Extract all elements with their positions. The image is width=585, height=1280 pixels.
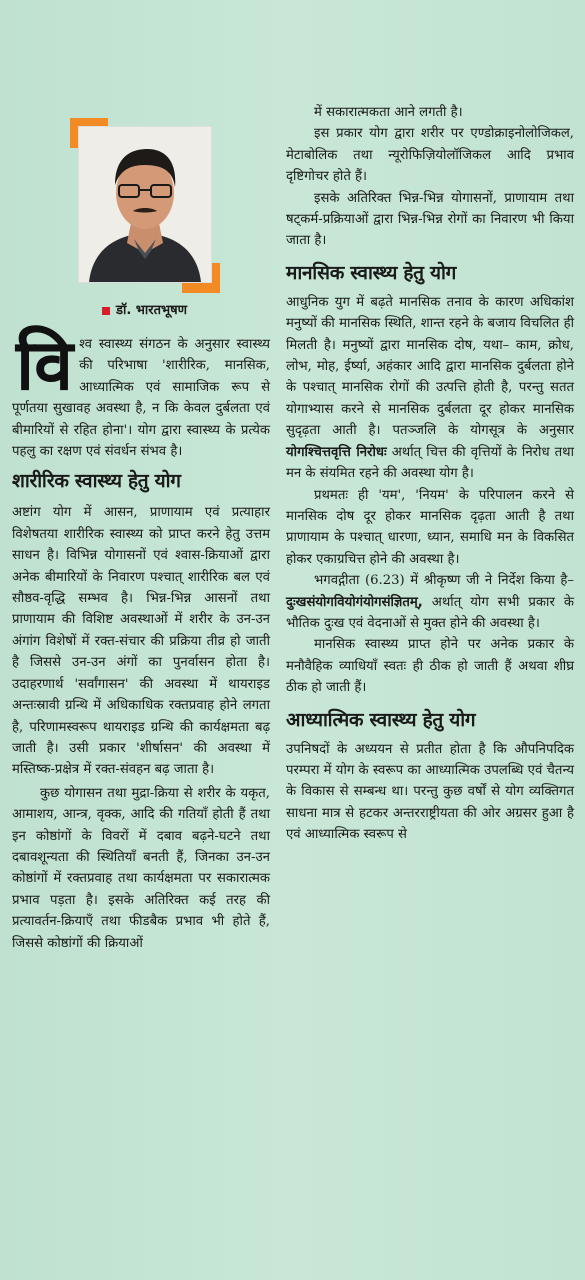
byline-text: डॉ. भारतभूषण — [116, 303, 188, 318]
paragraph-mental-2: प्रथमतः ही 'यम', 'नियम' के परिपालन करने से मानसिक दोष दूर होकर मानसिक दृढ़ता आती है तथा प्राणायाम के पश्चात् धारणा, ध्यान, समाधि मन के विकसित होकर एकाग्रचित्त होने की अवस्था है। — [286, 487, 574, 567]
heading-spiritual-health: आध्यात्मिक स्वास्थ्य हेतु योग — [286, 708, 476, 731]
left-column — [12, 324, 270, 954]
paragraph-gita — [286, 570, 574, 634]
intro-paragraph — [12, 324, 270, 462]
gita-text-a: भगवद्गीता (6.23) में श्रीकृष्ण जी ने निर्देश किया है– — [314, 573, 574, 589]
author-photo — [78, 126, 212, 283]
paragraph-physical-1: अष्टांग योग में आसन, प्राणायाम एवं प्रत्याहार विशेषतया शारीरिक स्वास्थ्य को प्राप्त करने हेतु उत्तम साधन है। विभिन्न योगासनों एवं श्वास-क्रियाओं द्वारा अनेक बीमारियों के निवारण पश्चात् शारीरिक बल एवं सौष्ठव-वृद्धि सम्भव है। भिन्न-भिन्न आसनों तथा प्राणायाम की विशिष्ट अवस्थाओं में शरीर के उन-उन अंगांग विशेषों में रक्त-संचार की प्रक्रिया तीव्र हो जाती है जिससे उन-उन अंगों का पुनर्वासन होता है। उदाहरणार्थ 'सर्वांगासन' की अवस्था में थायराइड अन्तःस्रावी ग्रन्थि में अधिकाधिक रक्तप्रवाह होने लगता है, परिणामस्वरूप थायराइड ग्रन्थि की कार्यक्षमता बढ़ जाती है। उसी प्रकार 'शीर्षासन' की अवस्था में मस्तिष्क-प्रक्षेत्र में रक्त-संवहन बढ़ जाता है। — [12, 505, 270, 778]
author-portrait-image — [79, 127, 211, 282]
drop-cap: वि — [16, 324, 74, 406]
paragraph-diseases: इसके अतिरिक्त भिन्न-भिन्न योगासनों, प्राणायाम तथा षट्कर्म-प्रक्रियाओं द्वारा भिन्न-भिन्न रोगों का निवारण भी किया जाता है। — [286, 190, 574, 249]
paragraph-spiritual: उपनिषदों के अध्ययन से प्रतीत होता है कि औपनिपदिक परम्परा में योग के स्वरूप का आध्यात्मिक उपलब्धि एवं चैतन्य के विकास से सम्बन्ध था। परन्तु कुछ वर्षों से योग व्यक्तिगत साधना मात्र से हटकर अन्तरराष्ट्रीयता की ओर अग्रसर हुआ है एवं आध्यात्मिक स्वरूप से — [286, 741, 574, 843]
paragraph-mental-3: मानसिक स्वास्थ्य प्राप्त होने पर अनेक प्रकार के मनौवैहिक व्याधियाँ स्वतः ही ठीक हो जाती हैं अथवा शीघ्र ठीक हो जाती हैं। — [286, 637, 574, 696]
gita-quote: दुःखसंयोगवियोगंयोगसंज्ञितम्, — [286, 594, 423, 610]
heading-mental-health: मानसिक स्वास्थ्य हेतु योग — [286, 261, 457, 284]
author-photo-frame — [70, 118, 220, 293]
right-column — [286, 102, 574, 846]
gita-text-b: अर्थात् योग सभी प्रकार के भौतिक दुःख एवं वेदनाओं से मुक्त होने की अवस्था है। — [286, 594, 574, 631]
intro-text: श्व स्वास्थ्य संगठन के अनुसार स्वास्थ्य की परिभाषा 'शारीरिक, मानसिक, आध्यात्मिक एवं सामाजिक रूप से पूर्णतया सुखावह अवस्था है, न कि केवल दुर्बलता एवं बीमारियों से रहित होना'। योग द्वारा स्वास्थ्य के प्रत्येक पहलु का रक्षण एवं संवर्धन संभव है। — [12, 337, 270, 460]
mental-text-b: अर्थात् चित्त की वृत्तियों के निरोध तथा मन के संयमित रहने की अवस्था योग है। — [286, 444, 574, 482]
paragraph-mental-1 — [286, 292, 574, 485]
mental-text-a: आधुनिक युग में बढ़ते मानसिक तनाव के कारण अधिकांश मनुष्यों की मानसिक स्थिति, शान्त रहने के बजाय विचलित ही मिलती है। मनुष्यों द्वारा मानसिक दोष, यथा– काम, क्रोध, लोभ, मोह, ईर्ष्या, अहंकार आदि द्वारा मानसिक दुर्बलता होने के पश्चात् मानसिक रोगों की उत्पत्ति होती है, परन्तु सतत योगाभ्यास करने से मानसिक दुर्बलता दूर होकर मानसिक सुदृढ़ता आती है। पतञ्जलि के योगसूत्र के अनुसार — [286, 294, 574, 439]
paragraph-effects: इस प्रकार योग द्वारा शरीर पर एण्डोक्राइनोलोजिकल, मेटाबोलिक तथा न्यूरोफिज़ियोलॉजिकल आदि प्रभाव दृष्टिगोचर होते हैं। — [286, 126, 574, 185]
paragraph-continued: में सकारात्मकता आने लगती है। — [314, 105, 463, 120]
paragraph-physical-2: कुछ योगासन तथा मुद्रा-क्रिया से शरीर के यकृत, आमाशय, आन्त्र, वृक्क, आदि की गतियाँ होती हैं तथा इन कोष्ठांगों के विवरों में दबाव बढ़ने-घटने तथा दबावशून्यता की स्थितियाँ बनती हैं, जिनका उन-उन कोष्ठांगों में रक्तप्रवाह तथा कार्यक्षमता पर सकारात्मक प्रभाव पड़ता है। इसके अतिरिक्त कई तरह की प्रत्यावर्तन-क्रियाएँ तथा फीडबैक प्रभाव भी होते हैं, जिससे कोष्ठांगों की क्रियाओं — [12, 785, 270, 951]
byline-marker-icon — [102, 307, 110, 315]
heading-physical-health: शारीरिक स्वास्थ्य हेतु योग — [12, 470, 181, 493]
author-byline — [102, 300, 187, 318]
yoga-sutra-quote: योगश्चित्तवृत्ति निरोधः — [286, 444, 387, 460]
